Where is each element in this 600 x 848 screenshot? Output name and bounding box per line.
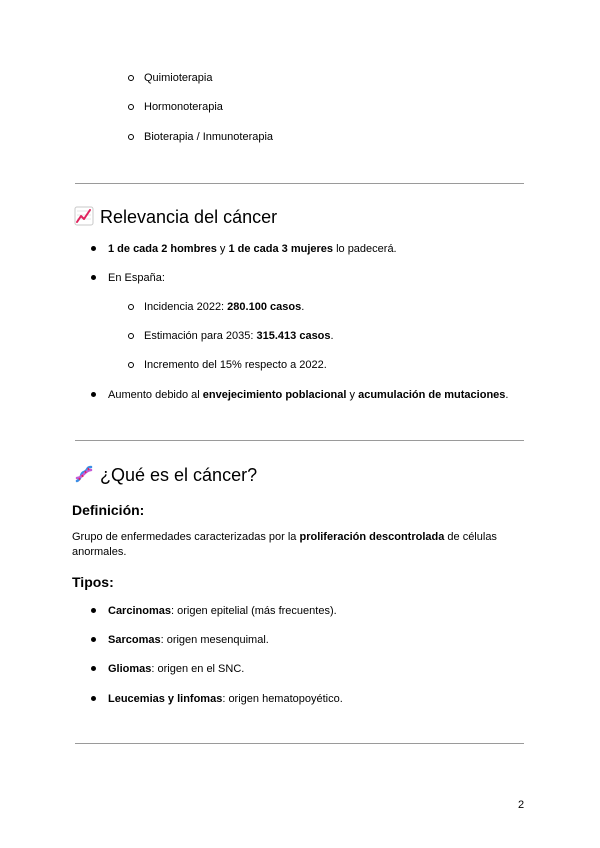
- text: : origen epitelial (más frecuentes).: [170, 605, 337, 617]
- text: Grupo de enfermedades caracterizadas por la: [72, 531, 300, 543]
- list-item: [108, 633, 269, 647]
- list-item: [108, 388, 508, 402]
- list-item: Incremento del 15% respecto a 2022.: [144, 359, 327, 371]
- list-bullet: [91, 246, 96, 251]
- section-heading-what-is: [74, 464, 257, 489]
- list-item: [108, 692, 343, 706]
- section-divider: [75, 183, 524, 184]
- types-heading: Tipos:: [72, 574, 114, 590]
- text: : origen en el SNC.: [151, 663, 245, 675]
- emphasis: 1 de cada 3 mujeres: [228, 243, 334, 255]
- text: Estimación para 2035:: [144, 330, 257, 342]
- text: : origen hematopoyético.: [222, 693, 343, 705]
- emphasis: envejecimiento poblacional: [202, 389, 347, 401]
- section-title: ¿Qué es el cáncer?: [100, 465, 258, 485]
- page-number: 2: [518, 799, 525, 811]
- text: .: [301, 301, 305, 313]
- list-bullet: [91, 608, 96, 613]
- list-bullet: [91, 666, 96, 671]
- list-bullet: [91, 637, 96, 642]
- emphasis: Sarcomas: [108, 634, 161, 646]
- list-item: En España:: [108, 272, 165, 284]
- text: Aumento debido al: [108, 389, 203, 401]
- list-item: Bioterapia / Inmunoterapia: [144, 131, 274, 143]
- emphasis: Carcinomas: [108, 605, 171, 617]
- chart-increasing-icon: [74, 206, 94, 231]
- list-item: [108, 604, 337, 618]
- list-bullet: [128, 362, 134, 368]
- section-title: Relevancia del cáncer: [100, 207, 278, 227]
- list-item: [144, 329, 334, 343]
- list-bullet: [128, 75, 134, 81]
- list-bullet: [128, 304, 134, 310]
- section-divider: [75, 440, 524, 441]
- text: y: [216, 243, 229, 255]
- emphasis: 1 de cada 2 hombres: [108, 243, 217, 255]
- list-item: Quimioterapia: [144, 72, 213, 84]
- list-bullet: [91, 696, 96, 701]
- list-bullet: [91, 275, 96, 280]
- list-bullet: [128, 333, 134, 339]
- list-item: [144, 300, 304, 314]
- emphasis: acumulación de mutaciones: [358, 389, 506, 401]
- emphasis: proliferación descontrolada: [299, 531, 445, 543]
- text: anormales.: [72, 546, 127, 558]
- list-bullet: [128, 134, 134, 140]
- text: Incidencia 2022:: [144, 301, 228, 313]
- list-item: [108, 662, 244, 676]
- section-heading-relevance: [74, 206, 277, 231]
- definition-paragraph: [72, 530, 532, 560]
- emphasis: 280.100 casos: [227, 301, 302, 313]
- list-bullet: [128, 104, 134, 110]
- list-item: Hormonoterapia: [144, 101, 223, 113]
- emphasis: Leucemias y linfomas: [108, 693, 223, 705]
- text: de células: [444, 531, 497, 543]
- text: .: [505, 389, 509, 401]
- text: .: [330, 330, 334, 342]
- emphasis: 315.413 casos: [256, 330, 331, 342]
- emphasis: Gliomas: [108, 663, 152, 675]
- definition-heading: Definición:: [72, 502, 145, 518]
- dna-icon: [74, 464, 94, 489]
- list-item: [108, 242, 397, 256]
- text: : origen mesenquimal.: [160, 634, 269, 646]
- list-bullet: [91, 392, 96, 397]
- section-divider: [75, 743, 524, 744]
- text: y: [346, 389, 359, 401]
- text: lo padecerá.: [333, 243, 397, 255]
